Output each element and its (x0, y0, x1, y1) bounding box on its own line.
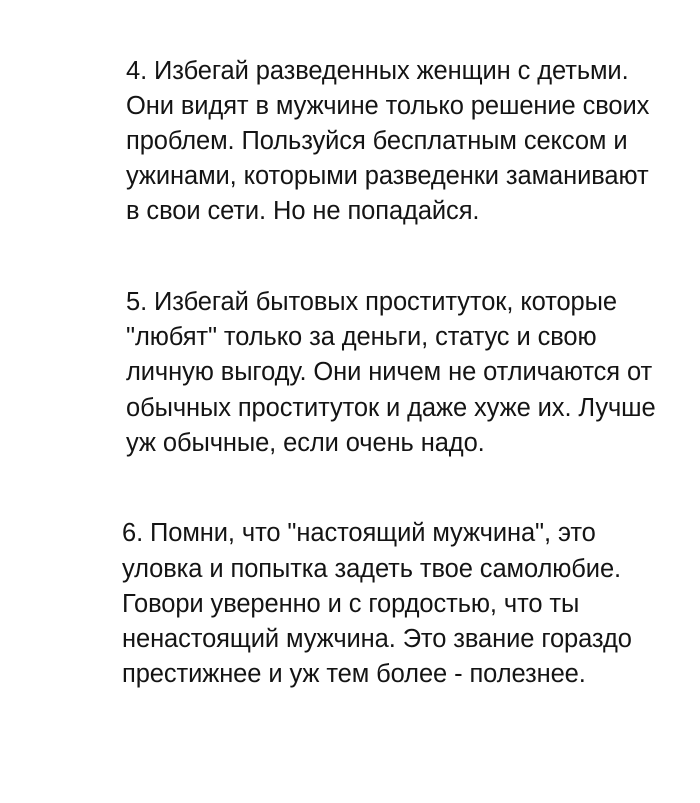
paragraph-item-5: 5. Избегай бытовых проституток, которые "любят" только за деньги, статус и свою личную выгоду. Они ничем не отличаются от обычных проституток и даже хуже их. Лучше уж обычные, если очень надо. (126, 287, 663, 457)
paragraph-item-6: 6. Помни, что "настоящий мужчина", это уловка и попытка задеть твое самолюбие. Говори уверенно и с гордостью, что ты ненастоящий мужчина. Это звание гораздо престижнее и уж тем более - полезнее. (122, 519, 639, 689)
paragraph-item-4: 4. Избегай разведенных женщин с детьми. Они видят в мужчине только решение своих проблем. Пользуйся бесплатным сексом и ужинами, которыми разведенки заманивают в свои сети. Но не попадайся. (126, 56, 657, 226)
